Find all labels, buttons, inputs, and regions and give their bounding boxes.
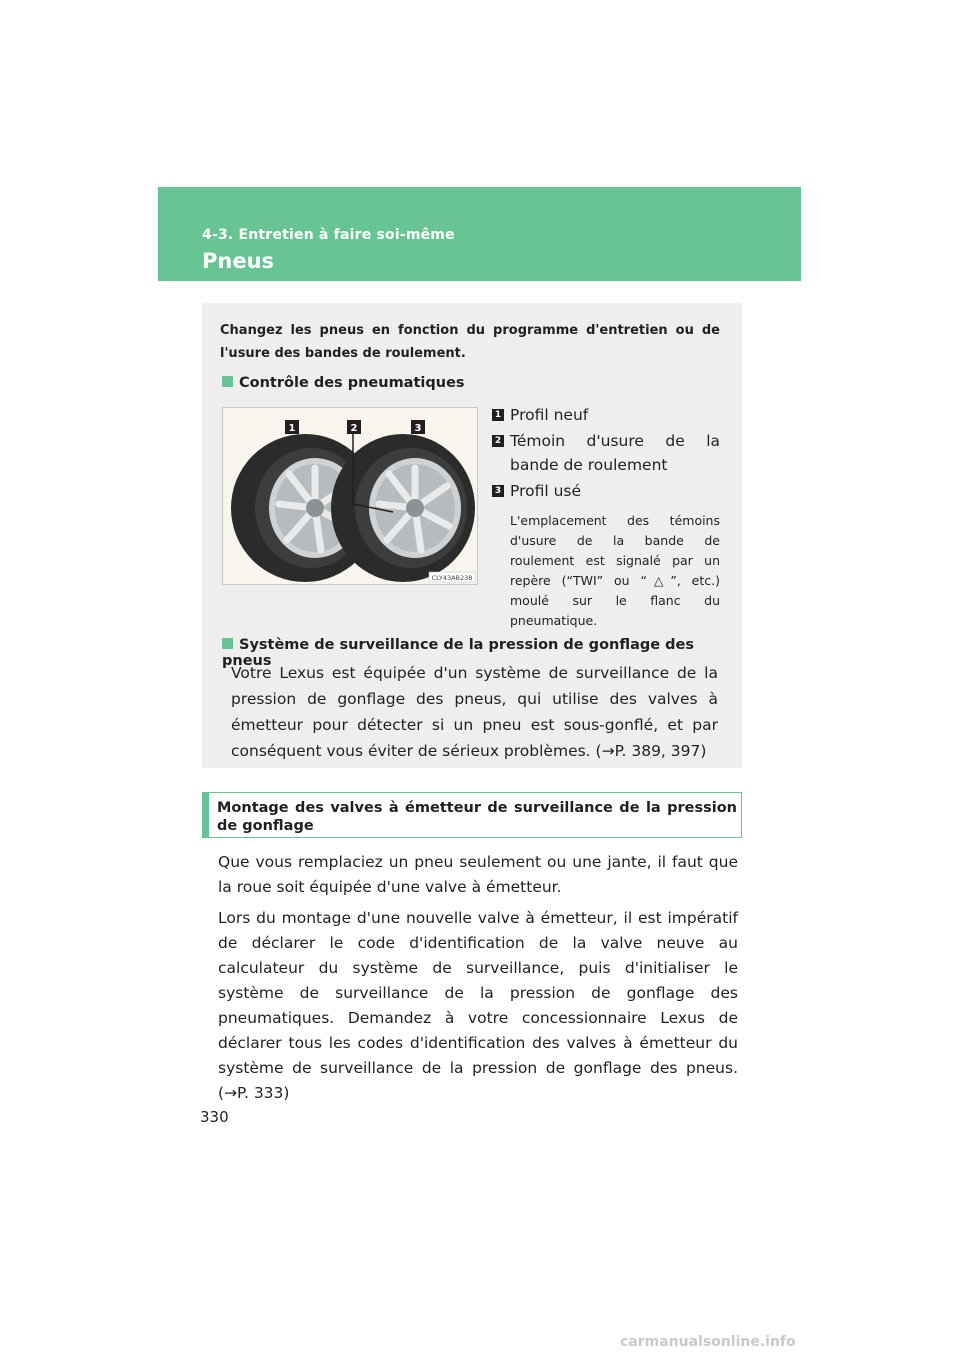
legend-item [492,479,720,503]
section-reference: 4-3. Entretien à faire soi-même [202,227,455,243]
square-bullet-icon [222,376,233,387]
legend-number: 1 [492,409,504,421]
section-heading: Montage des valves à émetteur de surveillance de la pression de gonflage [217,800,737,834]
page-title: Pneus [202,249,275,273]
legend-label: Profil usé [510,482,582,500]
watermark: carmanualsonline.info [620,1334,796,1350]
legend-number: 2 [492,435,504,447]
square-bullet-icon [222,638,233,649]
body-paragraph: Que vous remplaciez un pneu seulement ou une jante, il faut que la roue soit équipée d'une valve à émetteur. [218,853,738,896]
legend-label: Profil neuf [510,406,589,424]
legend-label: Témoin d'usure de la bande de roulement [510,432,720,474]
body-paragraph: Lors du montage d'une nouvelle valve à émetteur, il est impératif de déclarer le code d'identification de la valve neuve au calculateur du système de surveillance, puis d'initialiser le système de surveillance de la pression de gonflage des pneumatiques. Demandez à votre concessionnaire Lexus de déclarer tous les codes d'identification des valves à émetteur du système de surveillance de la pression de gonflage des pneus. (→P. 333) [218,909,738,1102]
page-number: 330 [200,1108,229,1126]
callout-1: 1 [288,423,296,434]
wear-indicator-note: L'emplacement des témoins d'usure de la bande de roulement est signalé par un repère (“TWI” ou “△”, etc.) moulé sur le flanc du pneumatique. [510,513,720,628]
callout-3: 3 [414,423,422,434]
intro-text: Changez les pneus en fonction du programme d'entretien ou de l'usure des bandes de roulement. [220,323,720,361]
info-box [202,303,742,768]
check-tires-heading [222,375,465,391]
chapter-header-band [158,187,801,281]
legend-number: 3 [492,485,504,497]
tpms-description: Votre Lexus est équipée d'un système de surveillance de la pression de gonflage des pneus, qui utilise des valves à émetteur pour détecter si un pneu est sous-gonflé, et par conséquent vous éviter de sérieux problèmes. (→P. 389, 397) [231,664,718,760]
tire-illustration [222,407,478,585]
figure-legend [492,403,720,631]
legend-item [492,429,720,477]
legend-item [492,403,720,427]
figure-code: CLY43AB238 [431,574,473,582]
tpms-heading-text: Système de surveillance de la pression de gonflage des pneus [222,637,694,669]
check-tires-heading-text: Contrôle des pneumatiques [239,375,465,391]
callout-2: 2 [350,423,358,434]
section-heading-bar [202,792,742,838]
